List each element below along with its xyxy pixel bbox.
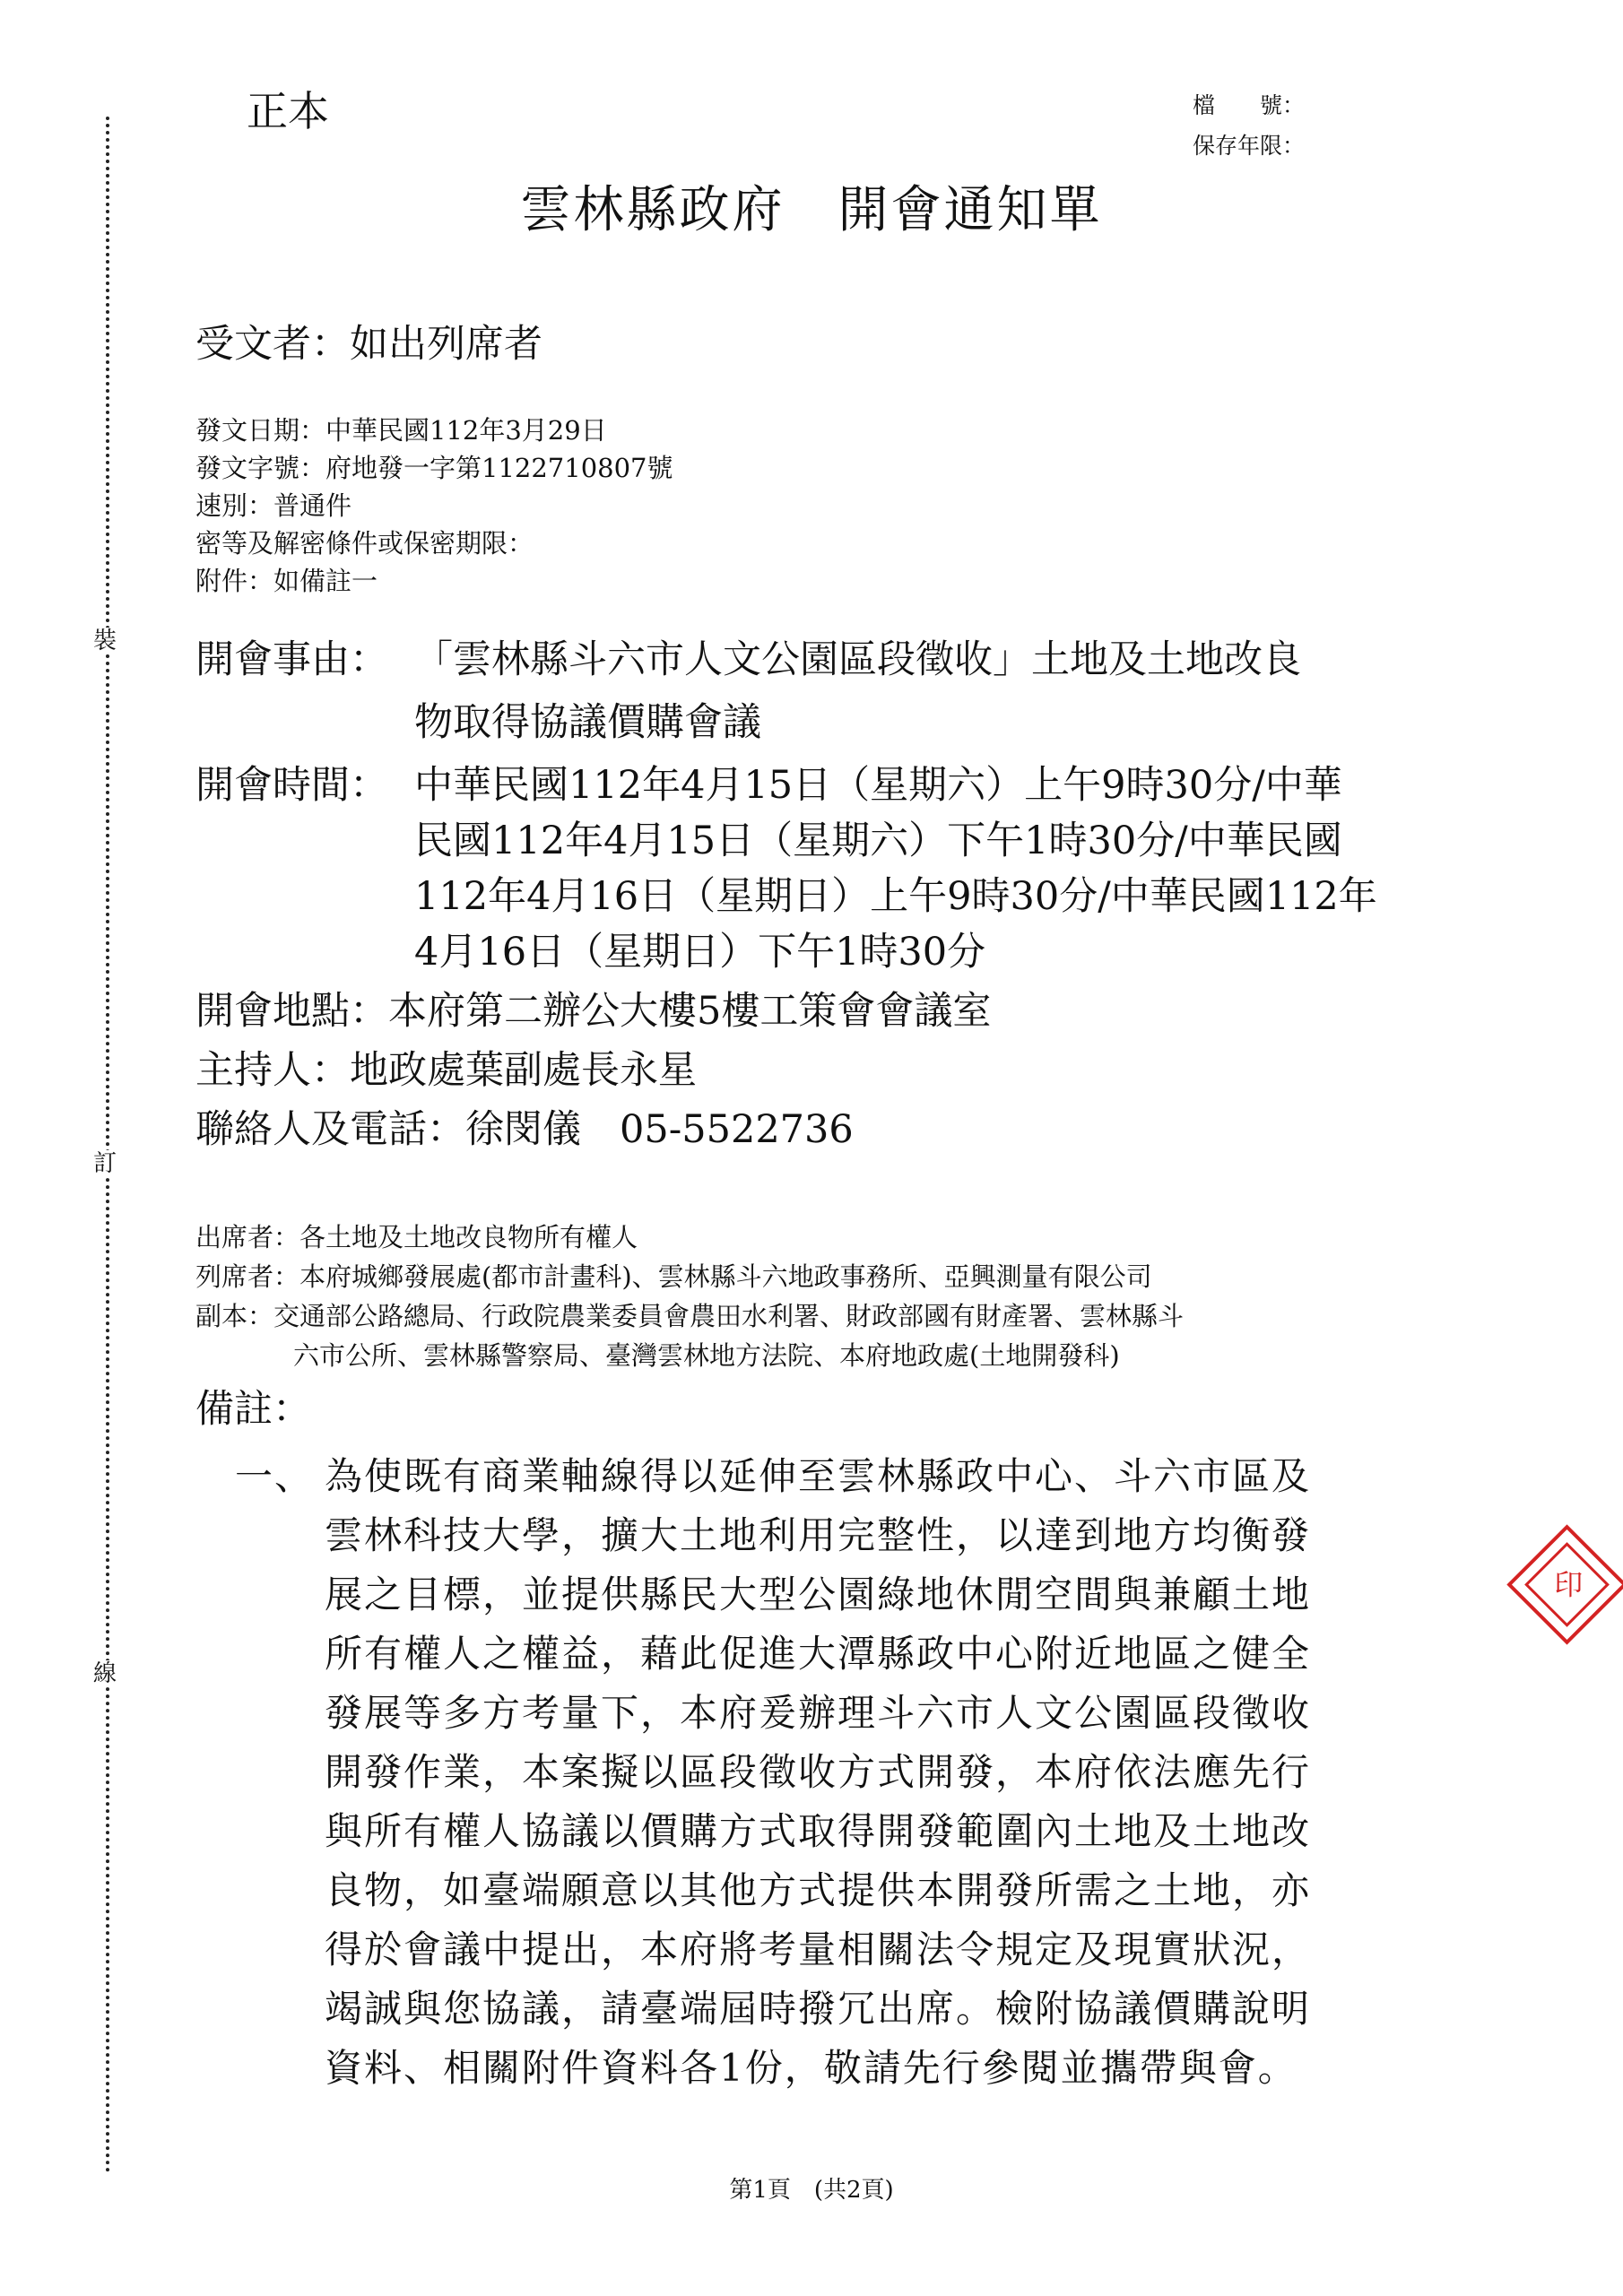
attendees-observers: 列席者：本府城鄉發展處(都市計畫科)、雲林縣斗六地政事務所、亞興測量有限公司 <box>195 1261 1152 1292</box>
attachment: 附件：如備註一 <box>195 566 378 596</box>
recipient: 受文者：如出列席者 <box>195 322 542 367</box>
note-line: 發展等多方考量下，本府爰辦理斗六市人文公園區段徵收 <box>325 1691 1312 1735</box>
note-line: 展之目標，並提供縣民大型公園綠地休閒空間與兼顧土地 <box>325 1573 1312 1616</box>
binding-mark-bottom: 線 <box>93 1660 117 1687</box>
note-line: 所有權人之權益，藉此促進大潭縣政中心附近地區之健全 <box>325 1632 1312 1676</box>
binding-mark-middle: 訂 <box>93 1150 117 1177</box>
seal-text: 印 <box>1554 1567 1584 1602</box>
attendees-present: 出席者：各土地及土地改良物所有權人 <box>195 1222 638 1252</box>
meeting-time-line-4: 4月16日（星期日）下午1時30分 <box>414 930 986 975</box>
meeting-time-label: 開會時間： <box>195 763 388 808</box>
meeting-time-line-2: 民國112年4月15日（星期六）下午1時30分/中華民國 <box>414 819 1342 863</box>
meeting-reason-line-1: 「雲林縣斗六市人文公園區段徵收」土地及土地改良 <box>414 637 1301 682</box>
notes-label: 備註： <box>195 1387 311 1432</box>
issue-number: 發文字號：府地發一字第1122710807號 <box>195 453 673 483</box>
issue-date: 發文日期：中華民國112年3月29日 <box>195 415 607 446</box>
note-line: 開發作業，本案擬以區段徵收方式開發，本府依法應先行 <box>325 1750 1312 1794</box>
meeting-reason-line-2: 物取得協議價購會議 <box>414 700 761 745</box>
official-seal-stamp <box>1506 1524 1623 1644</box>
speed-class: 速別：普通件 <box>195 490 352 521</box>
contact-phone: 聯絡人及電話：徐閔儀 05-5522736 <box>195 1107 854 1152</box>
note-line: 雲林科技大學，擴大土地利用完整性，以達到地方均衡發 <box>325 1513 1312 1557</box>
meeting-reason-label: 開會事由： <box>195 637 388 682</box>
binding-mark-top: 裝 <box>93 628 117 654</box>
meeting-time-line-3: 112年4月16日（星期日）上午9時30分/中華民國112年 <box>414 874 1377 919</box>
file-number-label: 檔 號： <box>1193 92 1306 118</box>
confidentiality: 密等及解密條件或保密期限： <box>195 528 534 559</box>
retention-label: 保存年限： <box>1193 133 1306 159</box>
note-line: 與所有權人協議以價購方式取得開發範圍內土地及土地改 <box>325 1809 1312 1853</box>
carbon-copy-line-2: 六市公所、雲林縣警察局、臺灣雲林地方法院、本府地政處(土地開發科) <box>293 1340 1120 1371</box>
note-line: 為使既有商業軸線得以延伸至雲林縣政中心、斗六市區及 <box>325 1454 1312 1498</box>
page-footer: 第1頁 (共2頁) <box>729 2177 894 2204</box>
note-line: 得於會議中提出，本府將考量相關法令規定及現實狀況， <box>325 1928 1312 1971</box>
note-line: 良物，如臺端願意以其他方式提供本開發所需之土地，亦 <box>325 1868 1312 1912</box>
binding-line <box>106 117 109 2174</box>
meeting-time-line-1: 中華民國112年4月15日（星期六）上午9時30分/中華 <box>414 763 1342 808</box>
document-title: 雲林縣政府 開會通知單 <box>520 181 1103 239</box>
copy-label: 正本 <box>247 87 329 135</box>
note-item-prefix: 一、 <box>235 1454 315 1498</box>
meeting-place: 開會地點：本府第二辦公大樓5樓工策會會議室 <box>195 989 992 1034</box>
meeting-host: 主持人：地政處葉副處長永星 <box>195 1048 697 1093</box>
carbon-copy-line-1: 副本：交通部公路總局、行政院農業委員會農田水利署、財政部國有財產署、雲林縣斗 <box>195 1301 1185 1331</box>
note-line: 資料、相關附件資料各1份，敬請先行參閱並攜帶與會。 <box>325 2046 1298 2090</box>
note-line: 竭誠與您協議，請臺端屆時撥冗出席。檢附協議價購說明 <box>325 1987 1312 2031</box>
